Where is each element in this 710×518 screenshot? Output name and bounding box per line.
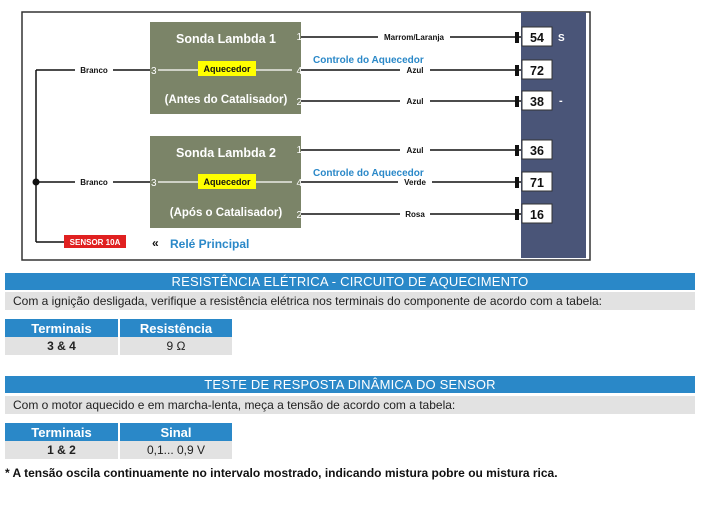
s2-pin1-wire-label: Azul xyxy=(406,146,424,155)
s1-pin2-wire-label: Azul xyxy=(406,97,424,106)
ecu-terminal-36: 36 xyxy=(530,144,544,158)
dynamic-description: Com o motor aquecido e em marcha-lenta, meça a tensão de acordo com a tabela: xyxy=(5,396,695,414)
dynamic-header-terminals: Terminais xyxy=(5,423,118,441)
sensor1-subtitle: (Antes do Catalisador) xyxy=(164,94,288,106)
ecu-terminal-38: 38 xyxy=(530,95,544,109)
s2-pin4-wire-label: Verde xyxy=(404,178,426,187)
sensor1-heater-label: Aquecedor xyxy=(203,64,251,74)
sensor1-pin1: 1 xyxy=(296,32,302,43)
resistance-cell-value: 9 Ω xyxy=(120,337,232,355)
resistance-header-terminals: Terminais xyxy=(5,319,118,337)
ecu-terminal-71: 71 xyxy=(530,176,544,190)
resistance-table xyxy=(3,319,234,355)
resistance-cell-terminals: 3 & 4 xyxy=(5,337,118,355)
ecu-terminal-16: 16 xyxy=(530,208,544,222)
sensor1-pin3: 3 xyxy=(151,66,157,77)
s2-heater-control-label: Controle do Aquecedor xyxy=(313,168,424,179)
resistance-header-value: Resistência xyxy=(120,319,232,337)
sensor2-title: Sonda Lambda 2 xyxy=(175,146,277,160)
sensor2-pin3: 3 xyxy=(151,178,157,189)
junction-dot xyxy=(33,179,40,186)
ecu-terminal-54: 54 xyxy=(530,31,544,45)
diagram-frame xyxy=(22,12,590,260)
sensor1-title: Sonda Lambda 1 xyxy=(175,32,277,46)
s1-heater-control-label: Controle do Aquecedor xyxy=(313,55,424,66)
footnote: * A tensão oscila continuamente no intervalo mostrado, indicando mistura pobre ou mistura rica. xyxy=(5,466,558,480)
s2-pin3-wire-label: Branco xyxy=(80,178,108,187)
relay-label: Relé Principal xyxy=(170,237,250,251)
s1-pin1-wire-label: Marrom/Laranja xyxy=(383,33,445,42)
s2-pin2-wire-label: Rosa xyxy=(405,210,425,219)
sensor2-pin2: 2 xyxy=(296,210,302,221)
resistance-description: Com a ignição desligada, verifique a resistência elétrica nos terminais do componente de acordo com a tabela: xyxy=(5,292,695,310)
s1-pin3-wire-label: Branco xyxy=(80,66,108,75)
dynamic-section-title: TESTE DE RESPOSTA DINÂMICA DO SENSOR xyxy=(5,376,695,393)
dynamic-header-signal: Sinal xyxy=(120,423,232,441)
sensor2-pin1: 1 xyxy=(296,145,302,156)
sensor1-pin4: 4 xyxy=(296,66,302,77)
ecu-terminal-72: 72 xyxy=(530,64,544,78)
resistance-section-title: RESISTÊNCIA ELÉTRICA - CIRCUITO DE AQUECIMENTO xyxy=(5,273,695,290)
sensor2-subtitle: (Após o Catalisador) xyxy=(169,207,283,219)
sensor2-heater-label: Aquecedor xyxy=(203,177,251,187)
dynamic-table xyxy=(3,423,234,459)
signal-plus-label: S xyxy=(558,33,565,44)
s1-pin4-wire-label: Azul xyxy=(406,66,424,75)
signal-minus-label: - xyxy=(559,95,563,107)
dynamic-cell-signal: 0,1... 0,9 V xyxy=(120,441,232,459)
dynamic-cell-terminals: 1 & 2 xyxy=(5,441,118,459)
sensor2-pin4: 4 xyxy=(296,178,302,189)
fuse-label: SENSOR 10A xyxy=(69,238,121,247)
sensor1-pin2: 2 xyxy=(296,97,302,108)
relay-arrow-icon: « xyxy=(152,236,159,250)
